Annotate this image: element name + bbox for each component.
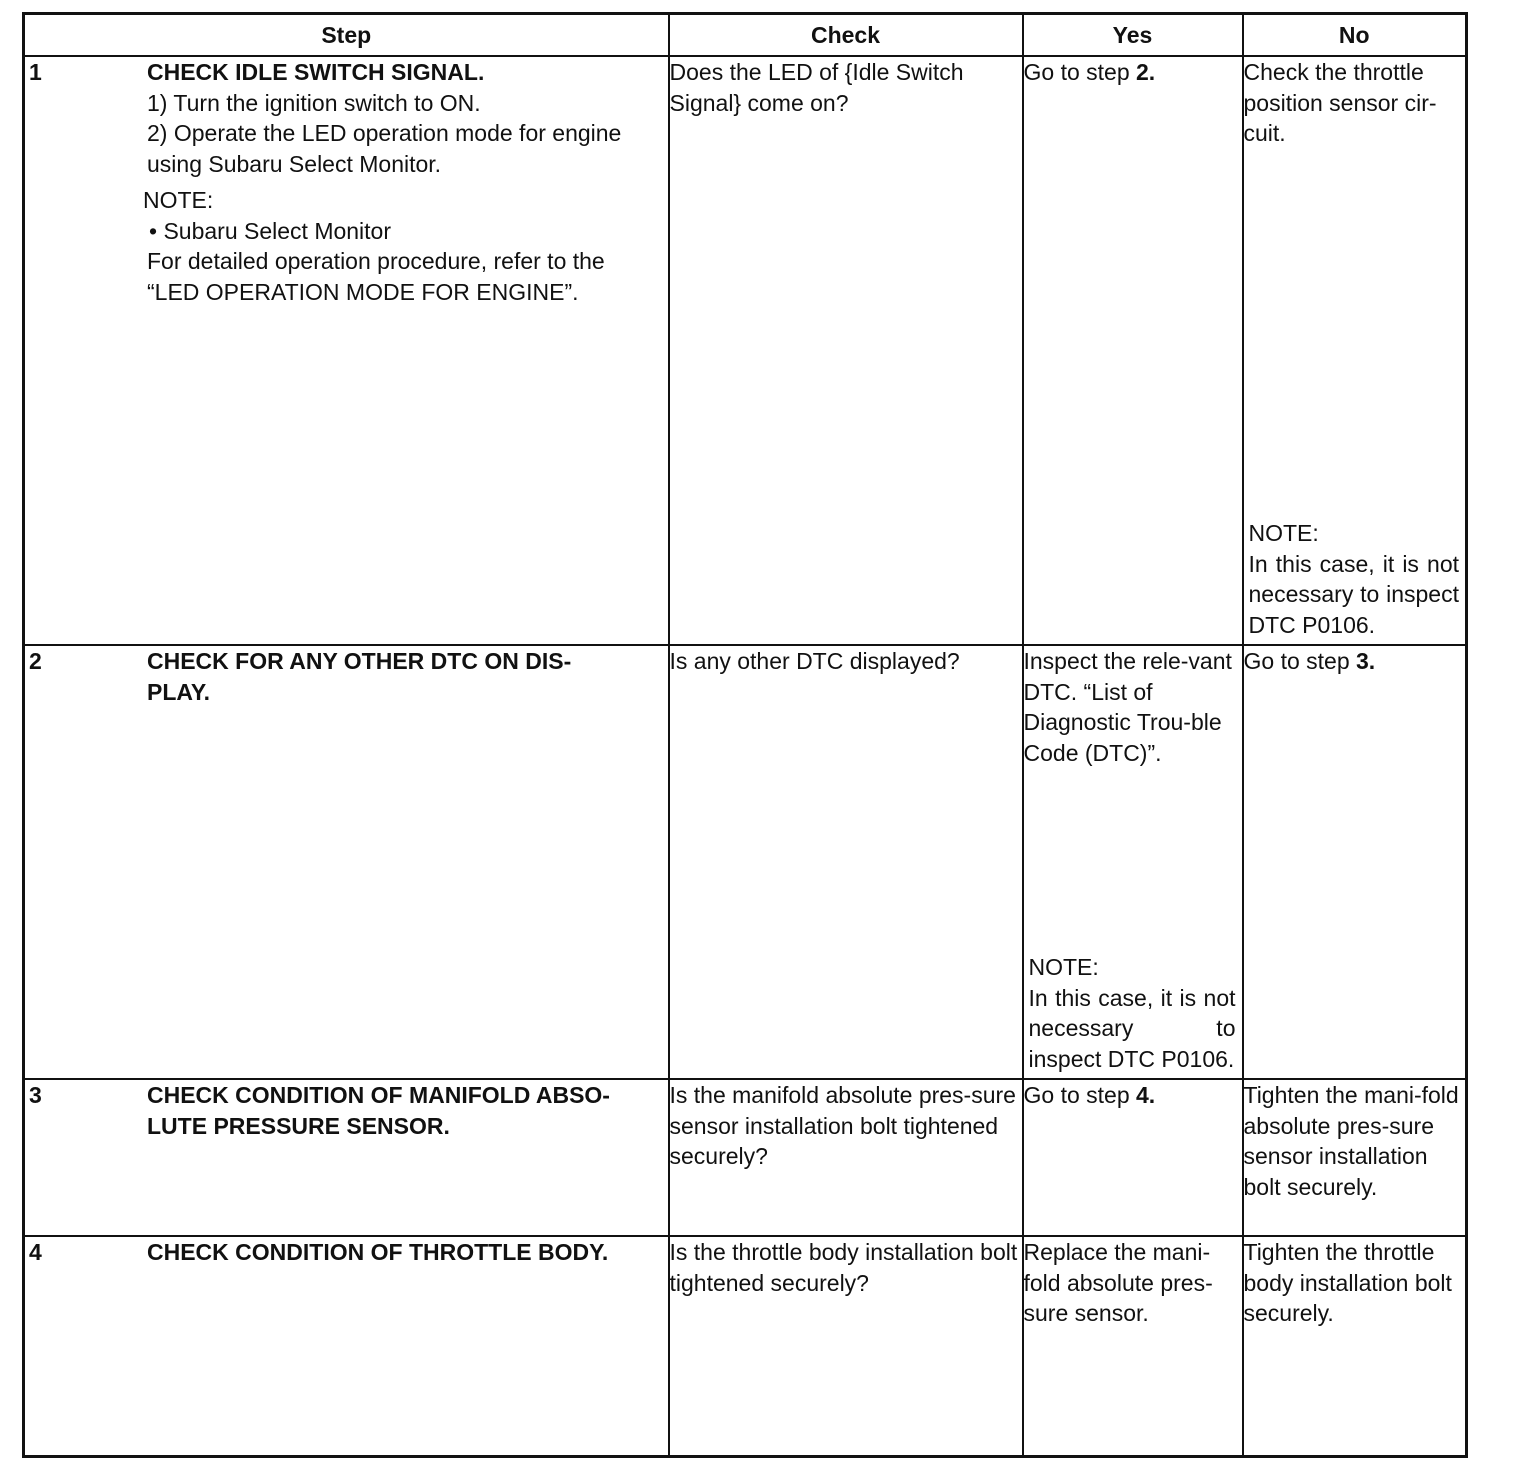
yes-note [1029, 952, 1236, 1074]
header-no: No [1243, 14, 1467, 57]
check-cell [669, 1236, 1023, 1457]
check-question: Does the LED of {Idle Switch Signal} come on? [669, 59, 964, 116]
no-cell [1243, 56, 1467, 645]
step-number: 4 [29, 1239, 42, 1265]
yes-cell [1023, 1236, 1243, 1457]
header-check: Check [669, 14, 1023, 57]
step-cell [24, 1079, 669, 1236]
check-cell [669, 645, 1023, 1079]
check-question: Is any other DTC displayed? [669, 648, 960, 674]
diagnostic-table [22, 12, 1468, 1458]
yes-cell [1023, 1079, 1243, 1236]
yes-action: Replace the mani-fold absolute pres-sure sensor. [1023, 1239, 1213, 1326]
note-label: NOTE: [1248, 520, 1319, 546]
yes-action-prefix: Go to step [1023, 1082, 1137, 1108]
no-cell [1243, 1236, 1467, 1457]
step-instruction: 1) Turn the ignition switch to ON. [147, 89, 481, 116]
no-action: Tighten the throttle body installation bolt securely. [1243, 1239, 1452, 1326]
step-cell [24, 645, 669, 1079]
step-cell [24, 1236, 669, 1457]
note-text: In this case, it is not necessary to inspect DTC P0106. [1248, 550, 1459, 638]
no-action: Tighten the mani-fold absolute pres-sure sensor installation bolt securely. [1243, 1082, 1459, 1200]
step-number: 2 [29, 648, 42, 674]
note-label: NOTE: [143, 187, 214, 213]
table-row [24, 1236, 1467, 1457]
note-label: NOTE: [1028, 954, 1099, 980]
no-action-prefix: Go to step [1243, 648, 1357, 674]
yes-action-prefix: Go to step [1023, 59, 1137, 85]
table-row [24, 56, 1467, 645]
no-note [1249, 518, 1460, 640]
table-row [24, 1079, 1467, 1236]
step-title: CHECK FOR ANY OTHER DTC ON DIS-PLAY. [147, 648, 572, 705]
step-number: 1 [29, 59, 42, 85]
header-yes: Yes [1023, 14, 1243, 57]
step-title: CHECK CONDITION OF THROTTLE BODY. [147, 1239, 609, 1265]
yes-cell [1023, 56, 1243, 645]
no-cell [1243, 1079, 1467, 1236]
note-text: In this case, it is not necessary to inspect DTC P0106. [1028, 984, 1236, 1072]
no-cell [1243, 645, 1467, 1079]
check-cell [669, 56, 1023, 645]
check-question: Is the manifold absolute pres-sure sensor installation bolt tightened securely? [669, 1082, 1016, 1169]
no-step-ref: 3. [1356, 648, 1376, 674]
step-instruction: 2) Operate the LED operation mode for engine using Subaru Select Monitor. [147, 120, 622, 177]
check-cell [669, 1079, 1023, 1236]
step-number: 3 [29, 1082, 42, 1108]
yes-action: Inspect the rele-vant DTC. “List of Diagnostic Trou-ble Code (DTC)”. [1023, 648, 1232, 766]
check-question: Is the throttle body installation bolt tightened securely? [669, 1239, 1018, 1296]
step-title: CHECK CONDITION OF MANIFOLD ABSO-LUTE PRESSURE SENSOR. [147, 1082, 610, 1139]
header-step: Step [24, 14, 669, 57]
note-text: For detailed operation procedure, refer to the “LED OPERATION MODE FOR ENGINE”. [147, 248, 605, 305]
no-action: Check the throttle position sensor cir-cuit. [1243, 59, 1437, 146]
step-cell [24, 56, 669, 645]
step-title: CHECK IDLE SWITCH SIGNAL. [147, 59, 485, 85]
step-note [143, 185, 662, 307]
yes-step-ref: 4. [1136, 1082, 1156, 1108]
header-row [24, 14, 1467, 57]
yes-cell [1023, 645, 1243, 1079]
table-row [24, 645, 1467, 1079]
note-bullet: • Subaru Select Monitor [149, 217, 392, 244]
yes-step-ref: 2. [1136, 59, 1156, 85]
